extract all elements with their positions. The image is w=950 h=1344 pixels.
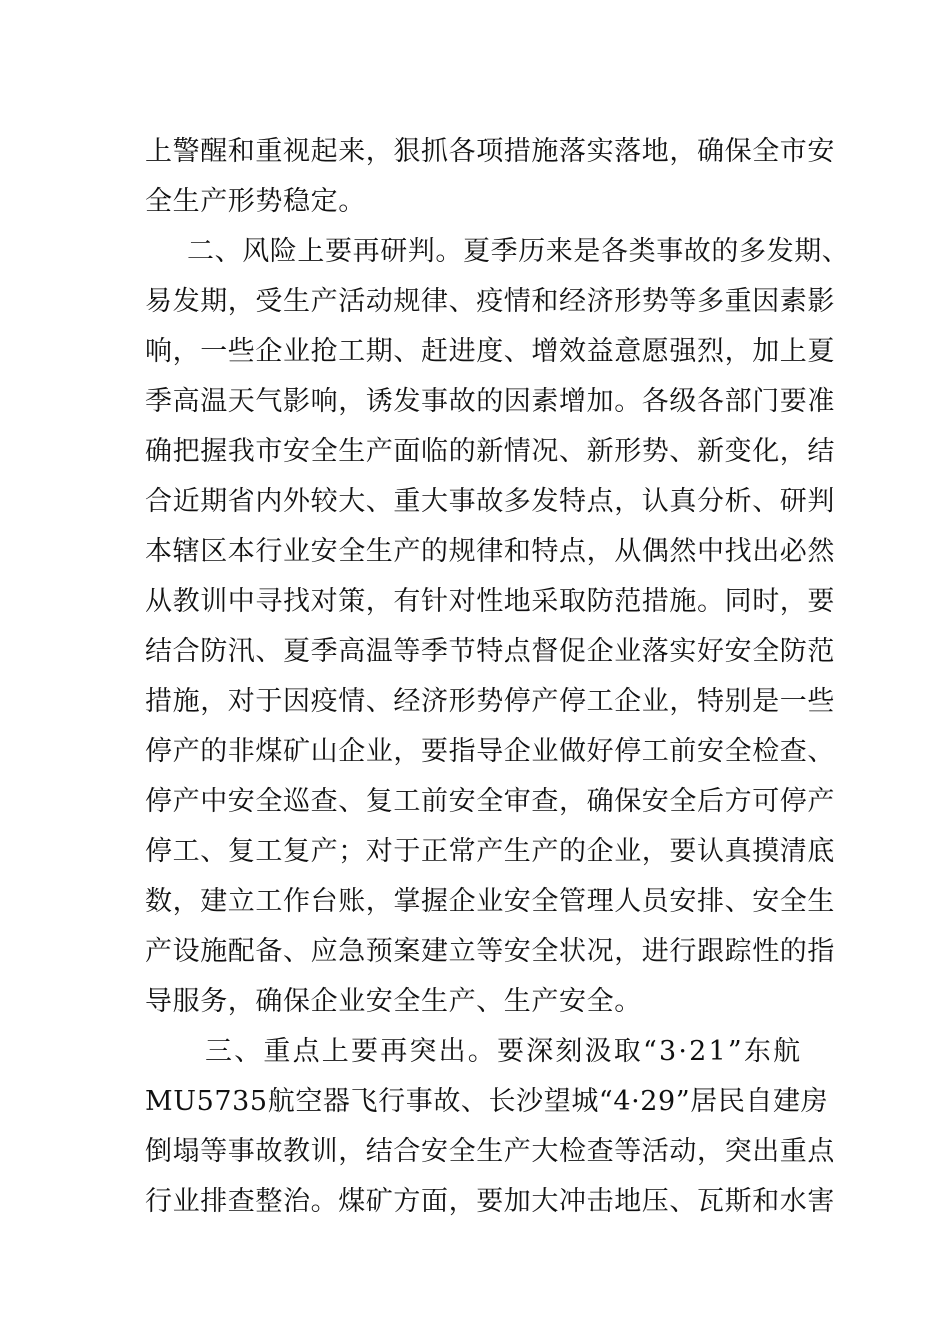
section-two-heading-line: 二、风险上要再研判。夏季历来是各类事故的多发期、 <box>187 236 850 267</box>
body-line-13: 停产的非煤矿山企业，要指导企业做好停工前安全检查、 <box>145 736 835 767</box>
section-three-heading-line: 三、重点上要再突出。要深刻汲取“3·21”东航 <box>205 1036 803 1067</box>
body-line-14: 停产中安全巡查、复工前安全审查，确保安全后方可停产 <box>145 786 835 817</box>
body-line-17: 产设施配备、应急预案建立等安全状况，进行跟踪性的指 <box>145 936 835 967</box>
body-line-16: 数，建立工作台账，掌握企业安全管理人员安排、安全生 <box>145 886 835 917</box>
body-line-4: 易发期，受生产活动规律、疫情和经济形势等多重因素影 <box>145 286 835 317</box>
body-line-12: 措施，对于因疫情、经济形势停产停工企业，特别是一些 <box>145 686 835 717</box>
body-line-18: 导服务，确保企业安全生产、生产安全。 <box>145 986 642 1017</box>
body-line-10: 从教训中寻找对策，有针对性地采取防范措施。同时，要 <box>145 586 835 617</box>
body-line-7: 确把握我市安全生产面临的新情况、新形势、新变化，结 <box>145 436 835 467</box>
body-line-11: 结合防汛、夏季高温等季节特点督促企业落实好安全防范 <box>145 636 835 667</box>
body-line-22: 行业排查整治。煤矿方面，要加大冲击地压、瓦斯和水害 <box>145 1186 835 1217</box>
body-line-6: 季高温天气影响，诱发事故的因素增加。各级各部门要准 <box>145 386 835 417</box>
document-body <box>145 127 850 1227</box>
body-line-15: 停工、复工复产；对于正常产生产的企业，要认真摸清底 <box>145 836 835 867</box>
body-line-1: 上警醒和重视起来，狠抓各项措施落实落地，确保全市安 <box>145 136 835 167</box>
body-line-20: MU5735航空器飞行事故、长沙望城“4·29”居民自建房 <box>145 1086 829 1117</box>
body-line-8: 合近期省内外较大、重大事故多发特点，认真分析、研判 <box>145 486 835 517</box>
body-line-2: 全生产形势稳定。 <box>145 186 366 217</box>
body-line-9: 本辖区本行业安全生产的规律和特点，从偶然中找出必然 <box>145 536 835 567</box>
body-line-21: 倒塌等事故教训，结合安全生产大检查等活动，突出重点 <box>145 1136 835 1167</box>
body-line-5: 响，一些企业抢工期、赶进度、增效益意愿强烈，加上夏 <box>145 336 835 367</box>
